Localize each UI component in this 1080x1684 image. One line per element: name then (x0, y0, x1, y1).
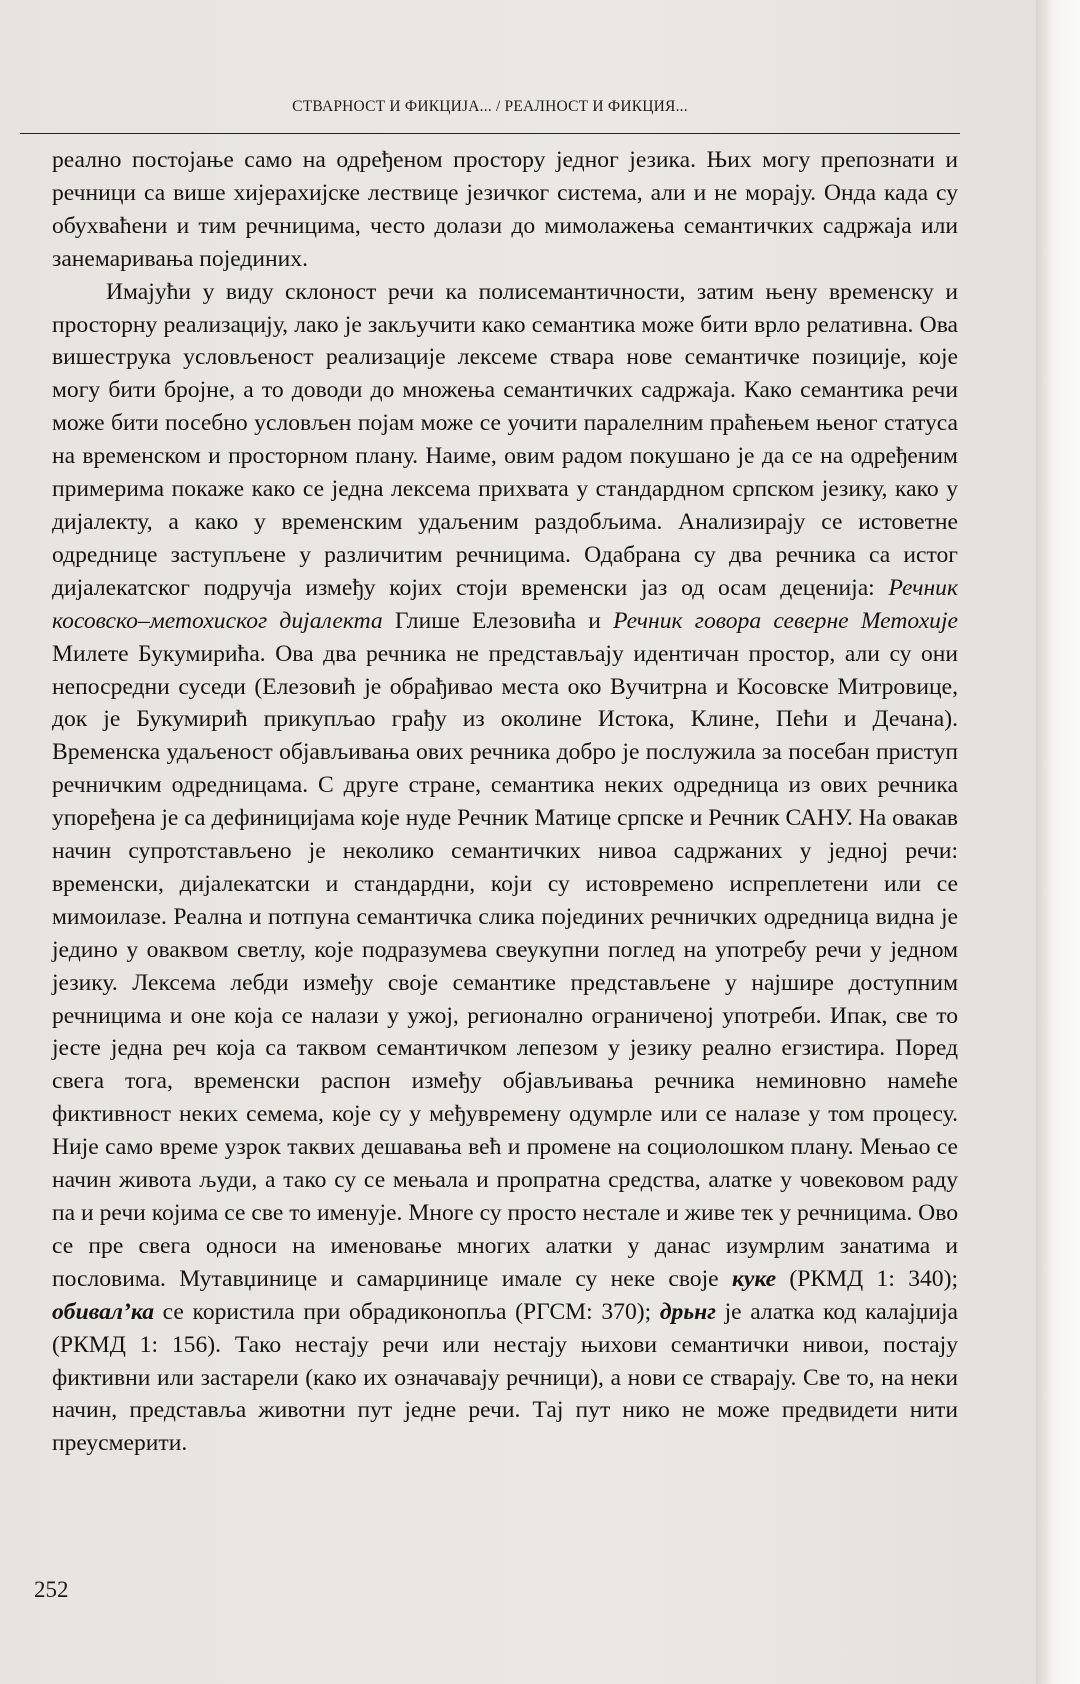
paragraph-2 (52, 276, 958, 1461)
paragraph-2-text-6: је алатка код калајџија (РКМД 1: 156). Тако нестају речи или нестају њихови семантички нивои, постају фиктивни или застарели (како их означавају речници), а нови се стварају. Све то, на неки начин, представља животни пут једне речи. Тај пут нико не може предвидети нити преусмерити. (52, 1298, 959, 1457)
term-2: обивал’ка (52, 1298, 155, 1325)
running-header: СТВАРНОСТ И ФИКЦИЈА... / РЕАЛНОСТ И ФИКЦИЯ... (292, 98, 688, 115)
dictionary-title-1: Речник косовско–метохиског дијалекта (52, 574, 958, 634)
paragraph-2-text-1: Имајући у виду склоност речи ка полисемантичности, затим њену временску и просторну реализацију, лако је закључити како семантика може бити врло релативна. Ова вишеструка условљеност реализације лексеме ствара нове семантичке позиције, које могу бити бројне, а то доводи до множења семантичких садржаја. Како семантика речи може бити посебно условљен појам може се уочити паралелним праћењем њеног статуса на временском и просторном плану. Наиме, овим радом покушано је да се на одређеним примерима покаже како се једна лексема прихвата у стандардном српском језику, како у дијалекту, а како у временским удаљеним раздобљима. Анализирају се истоветне одреднице заступљене у различитим речницима. Одабрана су два речника са истог дијалекатског подручја између којих стоји временски јаз од осам деценија: (52, 278, 958, 601)
paragraph-2-text-5: се користила при обрадиконопља (РГСМ: 370); (154, 1298, 660, 1325)
page-number: 252 (34, 1577, 69, 1602)
dictionary-title-2: Речник говора северне Метохије (613, 607, 958, 634)
term-1: куке (731, 1265, 777, 1292)
body-text (52, 144, 958, 1460)
term-3: дрьнг (659, 1298, 716, 1325)
page-edge (1036, 0, 1080, 1684)
paragraph-1: реално постојање само на одређеном простору једног језика. Њих могу препознати и речници са више хијерахијске лествице језичког система, али и не морају. Онда када су обухваћени и тим речницима, често долази до мимолажења семантичких садржаја или занемаривања појединих. (52, 147, 958, 272)
paragraph-2-text-3: Милете Букумирића. Ова два речника не представљају идентичан простор, али су они непосредни суседи (Елезовић је обрађивао места око Вучитрна и Косовске Митровице, док је Букумирић прикупљао грађу из околине Истока, Клине, Пећи и Дечана). Временска удаљеност објављивања ових речника добро је послужила за посебан приступ речничким одредницама. С друге стране, семантика неких одредница из ових речника упоређена је са дефиницијама које нуде Речник Матице српске и Речник САНУ. На овакав начин супротстављено је неколико семантичких нивоа садржаних у једној речи: временски, дијалекатски и стандардни, који су истовремено испреплетени или се мимоилазе. Реална и потпуна семантичка слика појединих речничких одредница видна је једино у оваквом светлу, које подразумева свеукупни поглед на употребу речи у једном језику. Лексема лебди између своје семантике представљене у најшире доступним речницима и оне која се налази у ужој, регионално ограниченој употреби. Ипак, све то јесте једна реч која са таквом семантичком лепезом у језику реално егзистира. Поред свега тога, временски распон између објављивања речника неминовно намеће фиктивност неких семема, које су у међувремену одумрле или се налазе у том процесу. Није само време узрок таквих дешавања већ и промене на социолошком плану. Мењао се начин живота људи, а тако су се мењала и пропратна средства, алатке у човековом раду па и речи којима се све то именује. Многе су просто нестале и живе тек у речницима. Ово се пре свега односи на именовање многих алатки у данас изумрлим занатима и пословима. Мутавџинице и самарџинице имале су неке своје (52, 640, 958, 1292)
paragraph-2-text-2: Глише Елезовића и (382, 607, 614, 634)
header-rule (20, 133, 960, 134)
paragraph-2-text-4: (РКМД 1: 340); (776, 1265, 958, 1292)
